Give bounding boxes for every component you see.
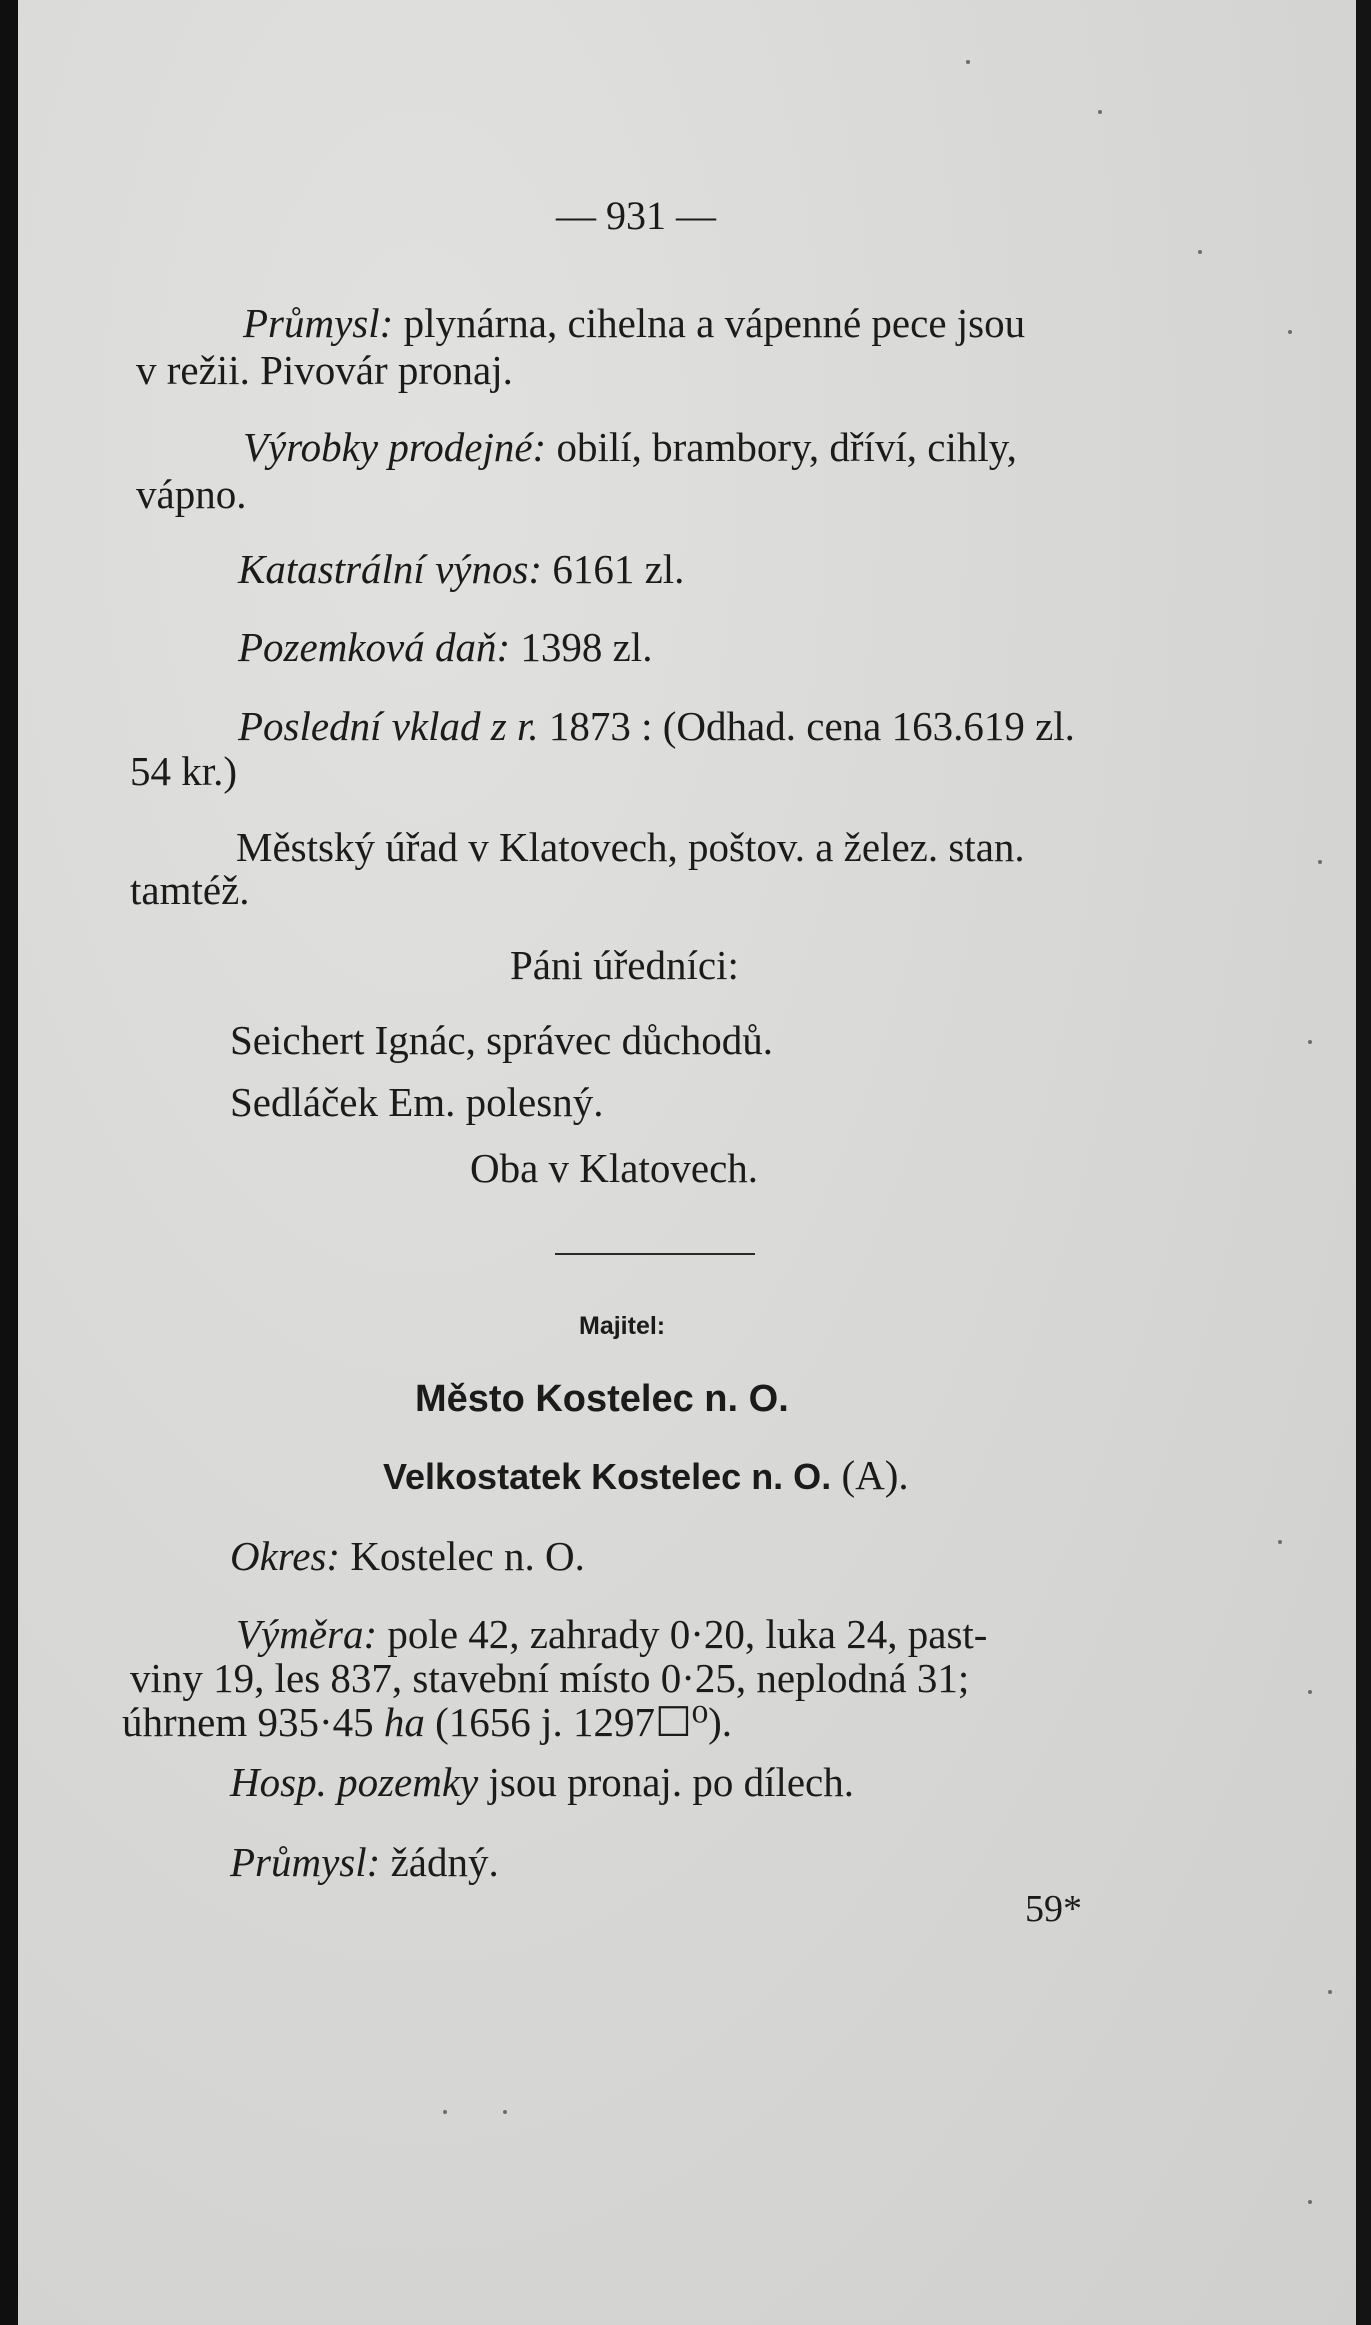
- scan-speck: [1308, 1690, 1312, 1694]
- vymera-line3-pre: úhrnem 935·45: [122, 1699, 384, 1745]
- prumysl2-text: žádný.: [380, 1839, 499, 1885]
- scan-speck: [1318, 860, 1322, 864]
- okres-line: [230, 1533, 585, 1579]
- book-page: [18, 0, 1356, 2325]
- owner-name: Město Kostelec n. O.: [415, 1378, 789, 1420]
- official-1: Seichert Ignác, správec důchodů.: [230, 1017, 774, 1063]
- prumysl-line-2: v režii. Pivovár pronaj.: [136, 347, 513, 393]
- scan-speck: [1278, 1540, 1282, 1544]
- estate-suffix: (A).: [831, 1452, 909, 1498]
- katastralni-label: Katastrální výnos:: [238, 546, 543, 592]
- estate-line: [383, 1452, 909, 1498]
- vymera-label: Výměra:: [236, 1611, 378, 1657]
- section-divider: [555, 1253, 755, 1255]
- vyrobky-label: Výrobky prodejné:: [243, 424, 547, 470]
- vymera-line-3: [122, 1699, 733, 1745]
- posledni-text: 1873 : (Odhad. cena 163.619 zl.: [538, 703, 1075, 749]
- mestsky-line-2: tamtéž.: [130, 867, 250, 913]
- katastralni-text: 6161 zl.: [542, 546, 685, 592]
- scan-speck: [1098, 110, 1102, 114]
- pozemkova-label: Pozemková daň:: [238, 624, 511, 670]
- pozemkova-text: 1398 zl.: [510, 624, 653, 670]
- scan-speck: [1308, 2200, 1312, 2204]
- estate-name: Velkostatek Kostelec n. O.: [383, 1456, 832, 1497]
- vymera-line-2: viny 19, les 837, stavební místo 0·25, neplodná 31;: [130, 1655, 970, 1701]
- posledni-line-2: 54 kr.): [130, 748, 238, 794]
- hosp-text: jsou pronaj. po dílech.: [478, 1759, 855, 1805]
- posledni-line-1: [238, 703, 1075, 749]
- scan-speck: [443, 2110, 447, 2114]
- prumysl2-label: Průmysl:: [230, 1839, 381, 1885]
- oba-line: Oba v Klatovech.: [470, 1145, 759, 1191]
- prumysl-text: plynárna, cihelna a vápenné pece jsou: [393, 300, 1026, 346]
- page-number: — 931 —: [556, 193, 716, 238]
- vyrobky-line-2: vápno.: [136, 471, 247, 517]
- vymera-text: pole 42, zahrady 0·20, luka 24, past-: [377, 1611, 988, 1657]
- majitel-label: Majitel:: [579, 1312, 666, 1340]
- okres-label: Okres:: [230, 1533, 341, 1579]
- vymera-ha: ha: [383, 1699, 425, 1745]
- scan-speck: [1308, 1040, 1312, 1044]
- vymera-line-1: [236, 1611, 988, 1657]
- scan-right-edge: [1356, 0, 1371, 2325]
- hosp-line: [230, 1759, 855, 1805]
- prumysl-label: Průmysl:: [243, 300, 394, 346]
- official-2: Sedláček Em. polesný.: [230, 1079, 604, 1125]
- vymera-line3-post: (1656 j. 1297☐⁰).: [424, 1699, 733, 1745]
- prumysl2-line: [230, 1839, 499, 1885]
- vyrobky-line-1: [243, 424, 1017, 470]
- scan-speck: [1288, 330, 1292, 334]
- posledni-label: Poslední vklad z r.: [238, 703, 539, 749]
- okres-text: Kostelec n. O.: [340, 1533, 585, 1579]
- pozemkova-line: [238, 624, 653, 670]
- prumysl-line-1: [243, 300, 1026, 346]
- scan-speck: [966, 60, 970, 64]
- katastralni-line: [238, 546, 685, 592]
- signature-mark: 59*: [1025, 1888, 1082, 1930]
- mestsky-line-1: Městský úřad v Klatovech, poštov. a želez. stan.: [236, 824, 1025, 870]
- pani-urednici-heading: Páni úředníci:: [510, 942, 739, 988]
- hosp-label: Hosp. pozemky: [230, 1759, 479, 1805]
- scan-speck: [1198, 250, 1202, 254]
- vyrobky-text: obilí, brambory, dříví, cihly,: [546, 424, 1017, 470]
- scan-speck: [503, 2110, 507, 2114]
- scan-left-edge: [0, 0, 18, 2325]
- scan-speck: [1328, 1990, 1332, 1994]
